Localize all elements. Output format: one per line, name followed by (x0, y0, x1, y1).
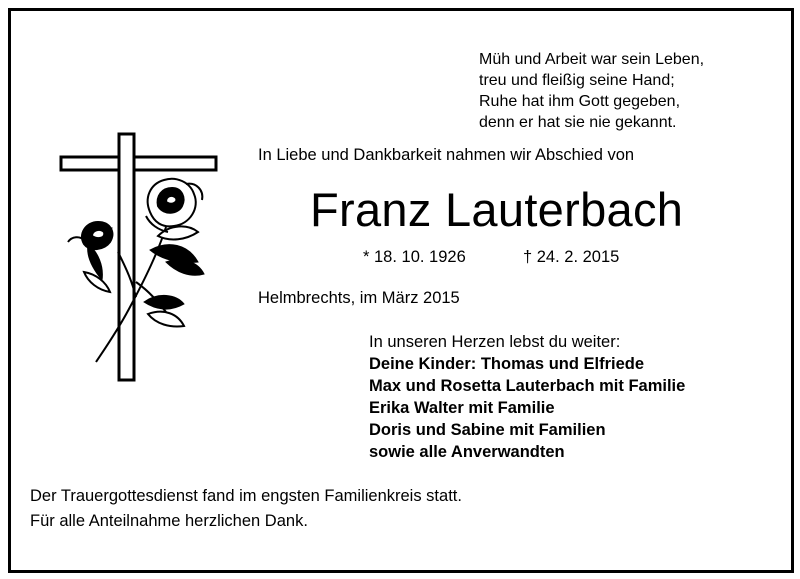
mourner-line: Doris und Sabine mit Familien (369, 421, 606, 439)
poem-line: Ruhe hat ihm Gott gegeben, (479, 93, 681, 110)
rose-bloom (146, 179, 202, 232)
poem (479, 49, 704, 133)
mourner-line: Max und Rosetta Lauterbach mit Familie (369, 377, 686, 395)
cross-with-roses-icon (58, 132, 218, 382)
footer-line: Für alle Anteilnahme herzlichen Dank. (30, 512, 308, 530)
mourner-line: Deine Kinder: Thomas und Elfriede (369, 355, 645, 373)
death-date: † 24. 2. 2015 (523, 248, 620, 266)
poem-line: Müh und Arbeit war sein Leben, (479, 51, 705, 68)
mourner-line: Erika Walter mit Familie (369, 399, 555, 417)
poem-line: treu und fleißig seine Hand; (479, 72, 675, 89)
place-date: Helmbrechts, im März 2015 (258, 289, 460, 307)
hearts-line: In unseren Herzen lebst du weiter: (369, 333, 621, 351)
footer-line: Der Trauergottesdienst fand im engsten Familienkreis statt. (30, 487, 462, 505)
mourners-list (369, 353, 685, 463)
deceased-name: Franz Lauterbach (310, 183, 684, 236)
footer (30, 484, 462, 534)
mourner-line: sowie alle Anverwandten (369, 443, 565, 461)
intro-text: In Liebe und Dankbarkeit nahmen wir Abschied von (258, 146, 635, 164)
birth-date: * 18. 10. 1926 (363, 248, 466, 266)
poem-line: denn er hat sie nie gekannt. (479, 114, 677, 131)
rose-bud (68, 222, 112, 249)
